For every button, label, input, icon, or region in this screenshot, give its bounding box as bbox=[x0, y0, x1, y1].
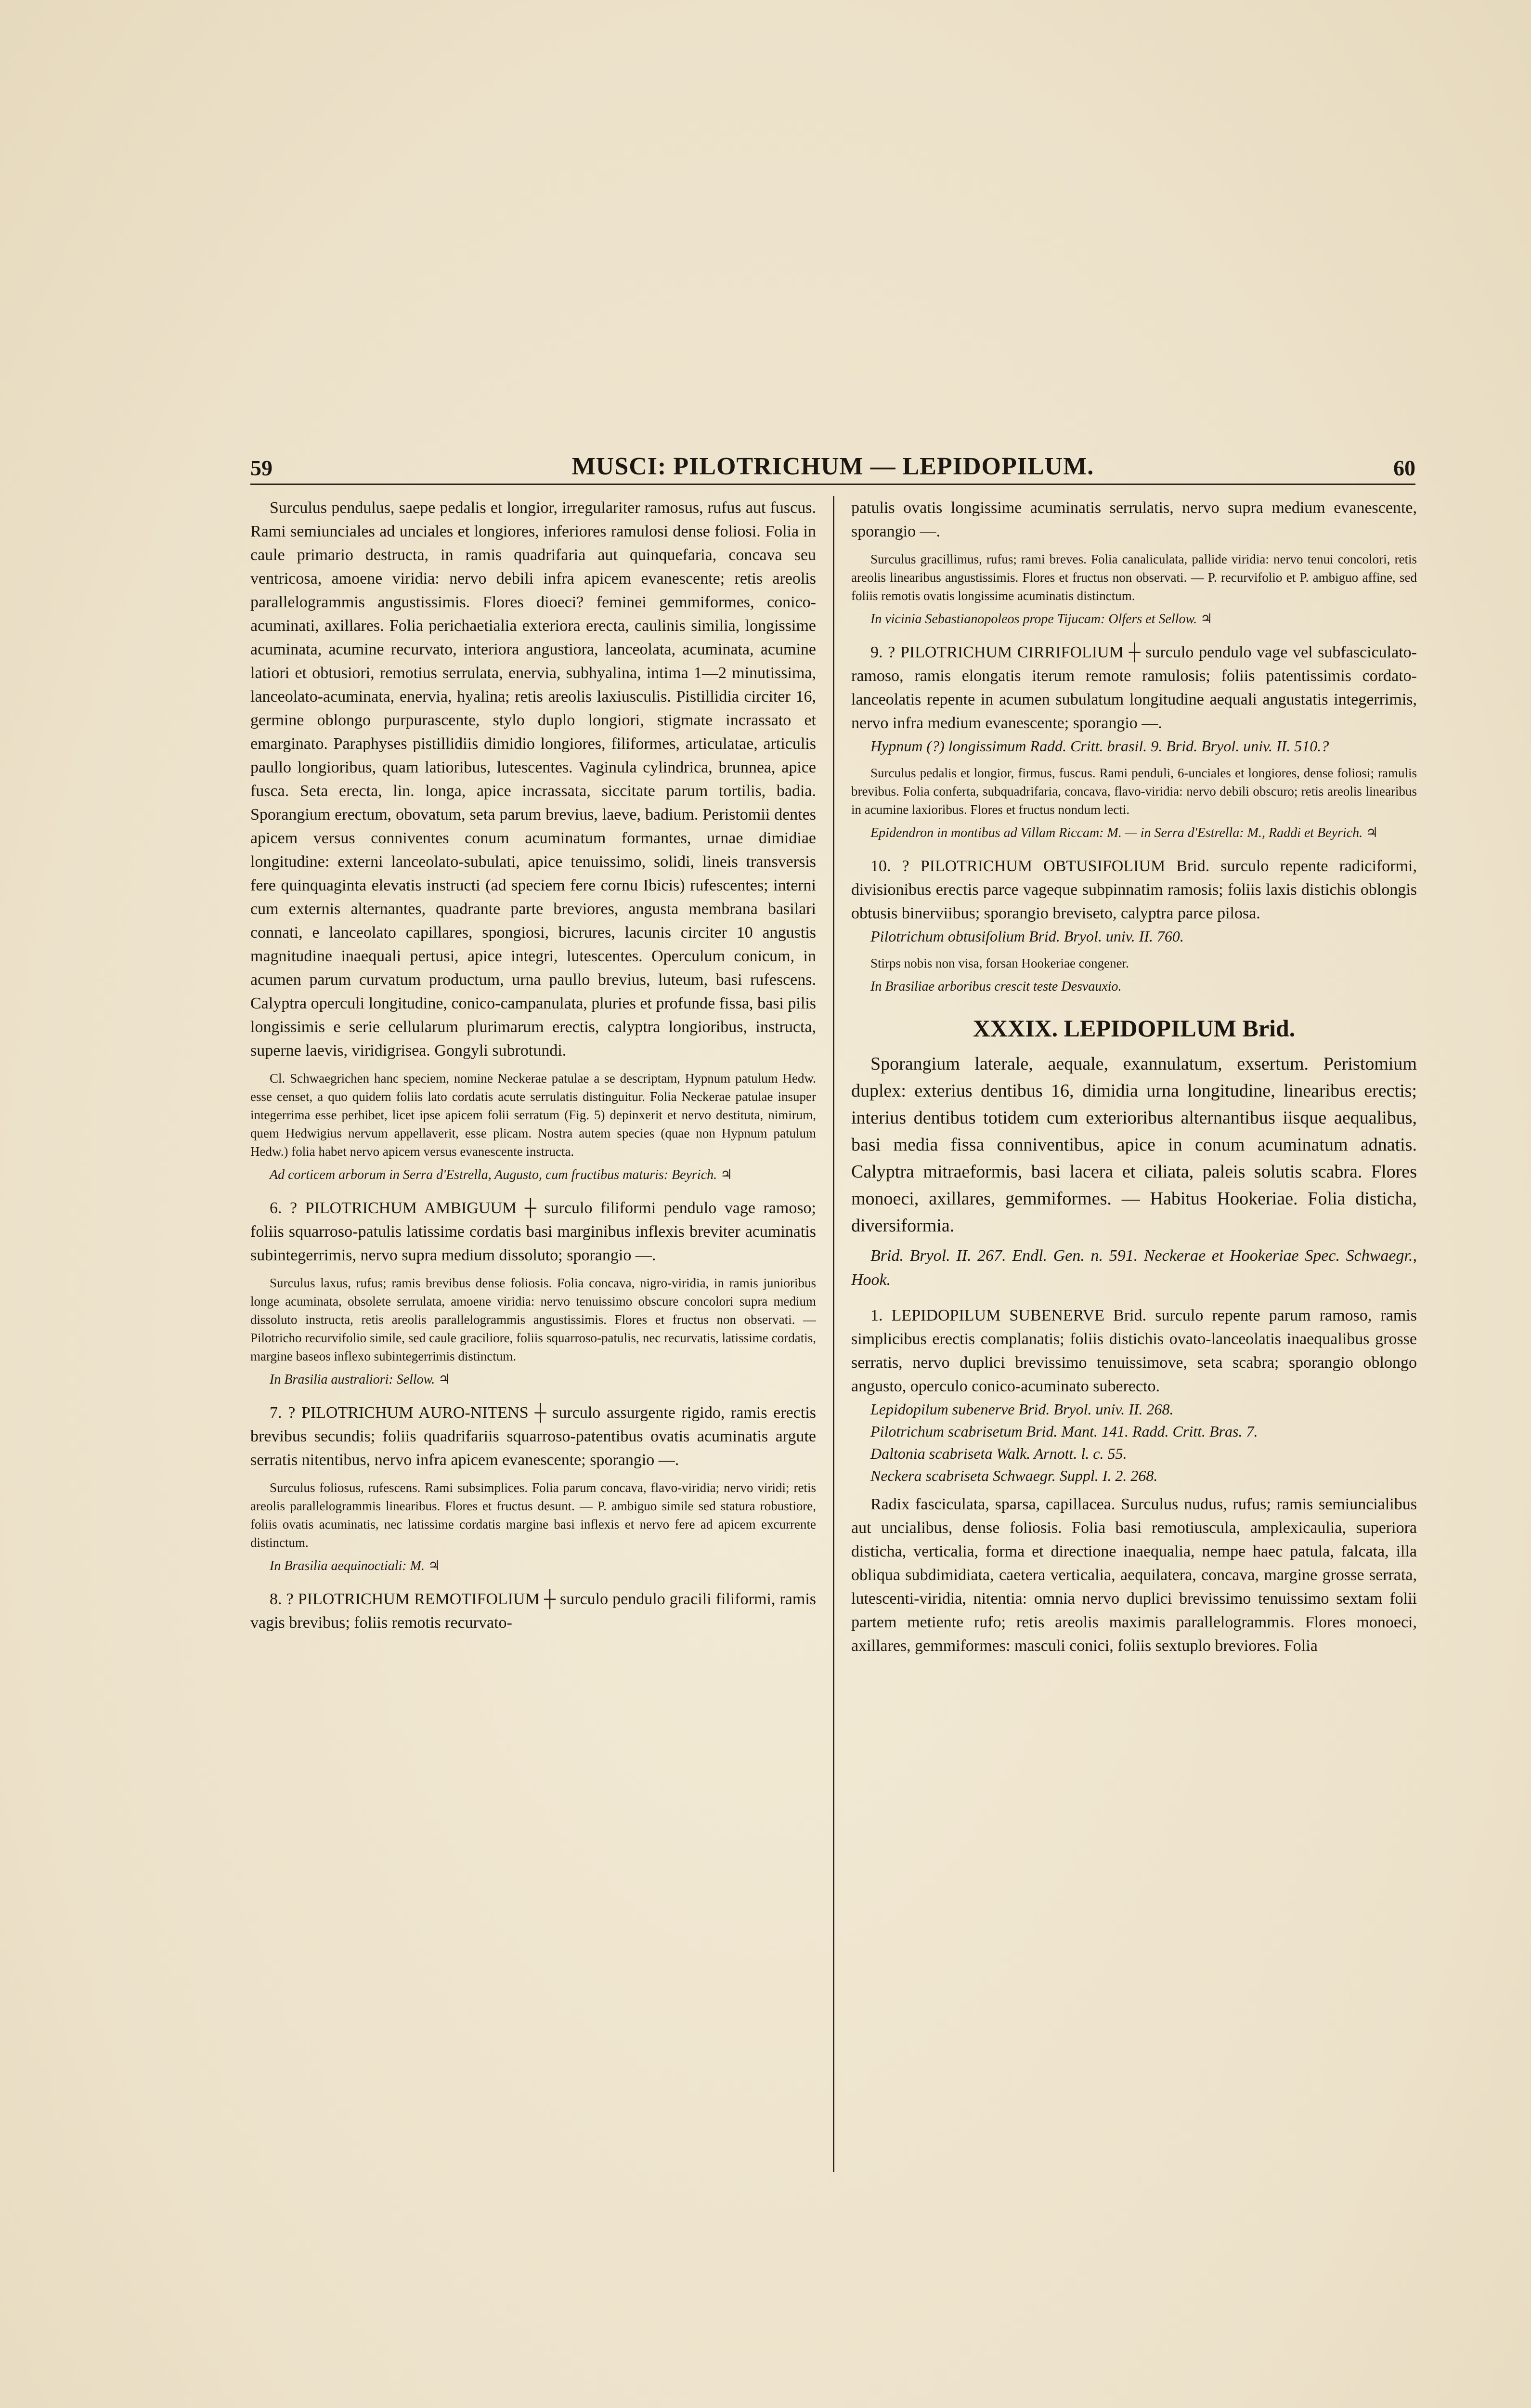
species-7-locality: In Brasilia aequinoctiali: M. ♃ bbox=[270, 1558, 441, 1573]
locality: Ad corticem arborum in Serra d'Estrella, Augusto, cum fructibus maturis: Beyrich. ♃ bbox=[270, 1167, 733, 1182]
species-8-locality: In vicinia Sebastianopoleos prope Tijucam: Olfers et Sellow. ♃ bbox=[870, 612, 1213, 627]
species-entry-8: 8. ? PILOTRICHUM REMOTIFOLIUM ┼ surculo pendulo gracili filiformi, ramis vagis brevibus; foliis remotis recurvato- bbox=[250, 1590, 816, 1632]
genus-heading: XXXIX. LEPIDOPILUM Brid. bbox=[973, 1015, 1296, 1042]
species-6-description: Surculus laxus, rufus; ramis brevibus dense foliosis. Folia concava, nigro-viridia, in ramis junioribus longe acuminata, obsolete serrulata, amoene viridia: nervo tenuissimo obscure concolori supra medium dissoluto instructa, retis areolis parallelogrammis angustissimis. Flores et fructus non observati. — Pilotricho recurvifolio simile, sed caule graciliore, foliis squarroso-patulis, nec recurvatis, latissime cordatis, margine baseos inflexo subintegerrimis distinctum. bbox=[250, 1276, 816, 1363]
right-column bbox=[851, 496, 1417, 2191]
species-entry-9: 9. ? PILOTRICHUM CIRRIFOLIUM ┼ surculo pendulo vage vel subfasciculato-ramoso, ramis elongatis iterum remote ramulosis; foliis patentissimis cordato-lanceolatis repente in acumen subulatum longitudine aequali angustatis integerrimis, nervo infra medium evanescente; sporangio —. bbox=[851, 643, 1417, 732]
species-entry-7: 7. ? PILOTRICHUM AURO-NITENS ┼ surculo assurgente rigido, ramis erectis brevibus secundis; foliis quadrifariis squarroso-patentibus ovatis acuminatis argute serratis nitentibus, nervo infra apicem evanescente; sporangio —. bbox=[250, 1404, 816, 1469]
header-rule bbox=[250, 484, 1415, 485]
synonym-line: Lepidopilum subenerve Brid. Bryol. univ. II. 268. bbox=[870, 1400, 1174, 1418]
page-number-left: 59 bbox=[250, 456, 272, 480]
page-header bbox=[250, 442, 1415, 481]
species-10-locality: In Brasiliae arboribus crescit teste Desvauxio. bbox=[870, 979, 1122, 994]
species-entry-6: 6. ? PILOTRICHUM AMBIGUUM ┼ surculo filiformi pendulo vage ramoso; foliis squarroso-patulis latissime cordatis basi marginibus inflexis breviter acuminatis subintegerrimis, nervo supra medium dissoluto; sporangio —. bbox=[250, 1199, 816, 1264]
species-entry-10: 10. ? PILOTRICHUM OBTUSIFOLIUM Brid. surculo repente radiciformi, divisionibus erectis parce vageque subpinnatim ramosis; foliis laxis distichis oblongis obtusis binerviibus; sporangio breviseto, calyptra parce pilosa. bbox=[851, 857, 1417, 922]
species-8-description: Surculus gracillimus, rufus; rami breves. Folia canaliculata, pallide viridia: nervo tenui concolori, retis areolis linearibus angustissimis. Flores et fructus non observati. — P. recurvifolio et P. ambiguo affine, sed foliis remotis ovatis longissime acuminatis distinctum. bbox=[851, 552, 1417, 603]
species-8-continuation: patulis ovatis longissime acuminatis serrulatis, nervo supra medium evanescente, sporangio —. bbox=[851, 499, 1417, 540]
species-10-synonym: Pilotrichum obtusifolium Brid. Bryol. univ. II. 760. bbox=[870, 928, 1184, 945]
species-entry-lepidopilum-1: 1. LEPIDOPILUM SUBENERVE Brid. surculo repente parum ramoso, ramis simplicibus erectis complanatis; foliis distichis ovato-lanceolatis inaequalibus grosse serratis, nervo duplici brevissimo tenuissimove, seta scabra; sporangio oblongo angusto, operculo conico-acuminato suberecto. bbox=[851, 1307, 1417, 1395]
left-column bbox=[250, 496, 816, 2191]
genus-references: Brid. Bryol. II. 267. Endl. Gen. n. 591. Neckerae et Hookeriae Spec. Schwaegr., Hook. bbox=[851, 1247, 1417, 1289]
species-9-description: Surculus pedalis et longior, firmus, fuscus. Rami penduli, 6-unciales et longiores, dense foliosi; ramulis brevibus. Folia conferta, subquadrifaria, concava, flavo-viridia: nervo debili obscuro; retis areolis linearibus in acumine laxioribus. Flores et fructus nondum lecti. bbox=[851, 766, 1417, 817]
footnote: Cl. Schwaegrichen hanc speciem, nomine Neckerae patulae a se descriptam, Hypnum patulum Hedw. esse censet, a quo quidem foliis lato cordatis acute serrulatis distinguitur. Folia Neckerae patulae insuper integerrima esse perhibet, licet ipse apicem folii serratum (Fig. 5) depinxerit et nervo destituta, nimirum, quem Hedwigius nervum appellaverit, esse plicam. Nostra autem species (quae non Hypnum patulum Hedw.) folia habet nervo apicem versus evanescente instructa. bbox=[250, 1071, 816, 1159]
running-title: MUSCI: PILOTRICHUM — LEPIDOPILUM. bbox=[571, 453, 1094, 480]
lepidopilum-1-description: Radix fasciculata, sparsa, capillacea. Surculus nudus, rufus; ramis semiuncialibus aut uncialibus, dense foliosis. Folia basi remotiuscula, amplexicaulia, superiora disticha, verticalia, forma et directione inaequalia, nempe haec patula, falcata, illa obliqua subdimidiata, caetera verticalia, aequilatera, concava, margine grosse serrata, lutescenti-viridia, nitentia: omnia nervo duplici brevissimo tenuissimo sextam folii partem metiente rufo; retis areolis maximis parallelogrammis. Flores monoeci, axillares, gemmiformes: masculi conici, foliis sextuplo breviores. Folia bbox=[851, 1495, 1417, 1655]
synonym-line: Pilotrichum scabrisetum Brid. Mant. 141. Radd. Critt. Bras. 7. bbox=[870, 1423, 1258, 1440]
column-divider bbox=[833, 496, 834, 2172]
species-9-synonym: Hypnum (?) longissimum Radd. Critt. brasil. 9. Brid. Bryol. univ. II. 510.? bbox=[870, 737, 1329, 755]
species-6-locality: In Brasilia australiori: Sellow. ♃ bbox=[270, 1372, 451, 1387]
species-7-description: Surculus foliosus, rufescens. Rami subsimplices. Folia parum concava, flavo-viridia; nervo viridi; retis areolis parallelogrammis linearibus. Flores et fructus desunt. — P. ambiguo simile sed statura robustiore, foliis ovatis acuminatis, nec latissime cordatis margine basi inflexis et nervo fere ad apicem excurrente distinctum. bbox=[250, 1480, 816, 1550]
page-number-right: 60 bbox=[1393, 456, 1415, 480]
genus-description: Sporangium laterale, aequale, exannulatum, exsertum. Peristomium duplex: exterius dentibus 16, dimidia urna longitudine, linearibus erectis; interius dentibus totidem cum exterioribus alternantibus iisque aequalibus, basi media fissa conniventibus, apice in conum acuminatum adnatis. Calyptra mitraeformis, basi lacera et ciliata, paleis solutis scabra. Flores monoeci, axillares, gemmiformes. — Habitus Hookeriae. Folia disticha, diversiformia. bbox=[851, 1054, 1417, 1236]
species-9-locality: Epidendron in montibus ad Villam Riccam: M. — in Serra d'Estrella: M., Raddi et Beyrich. ♃ bbox=[870, 825, 1378, 840]
synonym-line: Neckera scabriseta Schwaegr. Suppl. I. 2. 268. bbox=[870, 1467, 1158, 1484]
species-10-description: Stirps nobis non visa, forsan Hookeriae congener. bbox=[870, 956, 1129, 970]
species-description: Surculus pendulus, saepe pedalis et longior, irregulariter ramosus, rufus aut fuscus. Rami semiunciales ad unciales et longiores, inferiores ramulosi dense foliosi. Folia in caule primario destructa, in ramis quadrifaria aut quinquefaria, concava seu ventricosa, amoene viridia: nervo debili infra apicem evanescente; retis areolis parallelogrammis angustissimis. Flores dioeci? feminei gemmiformes, conico-acuminati, axillares. Folia perichaetialia exteriora erecta, caulinis similia, longissime acuminata, acumine recurvato, interiora angustiora, lanceolata, acuminata, acumine latiori et obtusiori, remotius serrulata, enervia, subhyalina, intima 1—2 minutissima, lanceolato-acuminata, enervia, hyalina; retis areolis laxiusculis. Pistillidia circiter 16, germine oblongo purpurascente, stylo duplo longiori, stigmate incrassato et emarginato. Paraphyses pistillidiis dimidio longiores, filiformes, articulatae, articulis paullo longioribus, quam latioribus, lutescentes. Vaginula cylindrica, brunnea, apice fusca. Seta erecta, lin. longa, apice incrassata, siccitate parum tortilis, badia. Sporangium erectum, obovatum, seta parum brevius, laeve, badium. Peristomii dentes apicem versus conniventes conum acuminatum formantes, urnae dimidiae longitudine: externi lanceolato-subulati, apice tenuissimo, solidi, lineis transversis fere quinquaginta elevatis instructi (ad speciem fere cornu Ibicis) rufescentes; interni cum externis alternantes, quadrante parte breviores, angusta membrana basilari connati, e lanceolato capillares, spongiosi, bicrures, lacunis circiter 10 angustis magnitudine inaequali pertusi, apice integri, lutescentes. Operculum conicum, in acumen parum curvatum productum, urna paullo brevius, luteum, basi rufescens. Calyptra operculi longitudine, conico-campanulata, pluries et profunde fissa, basi pilis longissimis e serie cellularum plurimarum erectis, calyptra longioribus, instructa, superne laevis, viridigrisea. Gongyli subrotundi. bbox=[250, 499, 816, 1060]
synonym-line: Daltonia scabriseta Walk. Arnott. l. c. 55. bbox=[870, 1445, 1127, 1462]
